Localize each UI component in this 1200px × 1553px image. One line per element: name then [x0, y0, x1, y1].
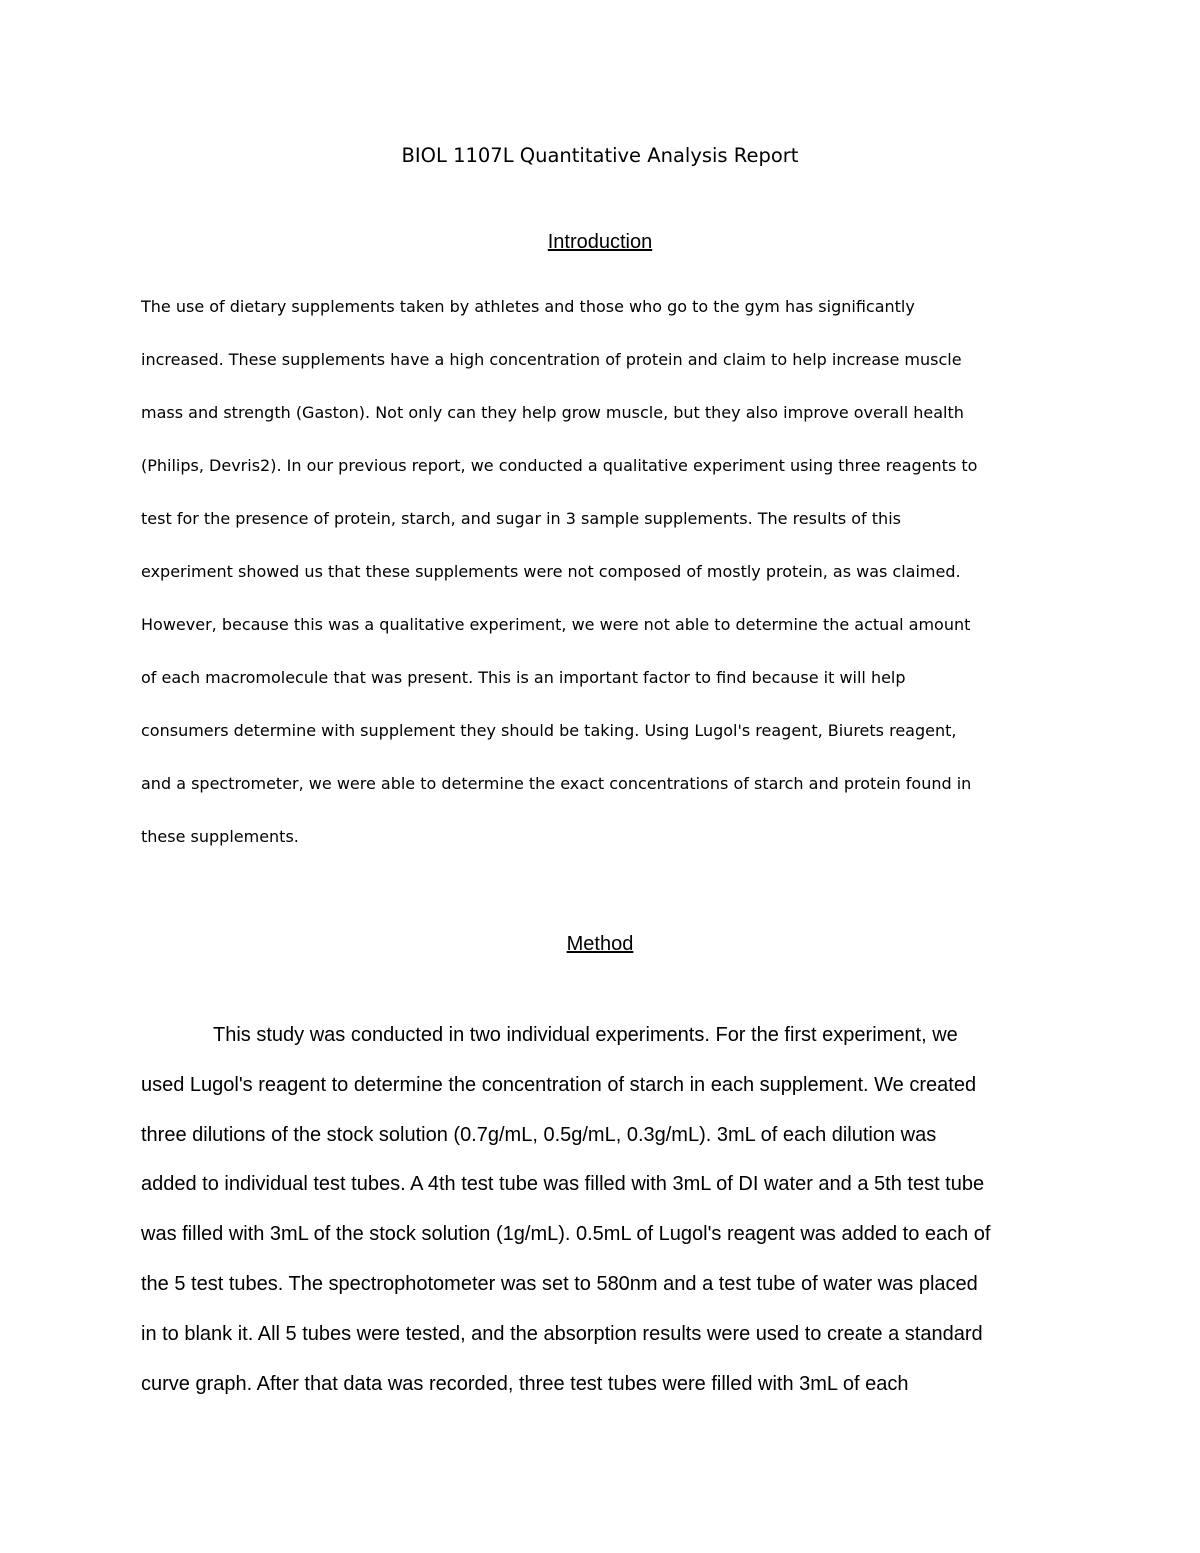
method-line: three dilutions of the stock solution (0.7g/mL, 0.5g/mL, 0.3g/mL). 3mL of each dilution was: [141, 1123, 937, 1146]
method-line: used Lugol's reagent to determine the concentration of starch in each supplement. We created: [141, 1073, 977, 1096]
introduction-line: of each macromolecule that was present. This is an important factor to find because it will help: [141, 668, 906, 687]
introduction-line: The use of dietary supplements taken by athletes and those who go to the gym has significantly: [141, 297, 915, 316]
method-line: added to individual test tubes. A 4th test tube was filled with 3mL of DI water and a 5th test tube: [141, 1173, 985, 1196]
introduction-line: experiment showed us that these supplements were not composed of mostly protein, as was claimed.: [141, 562, 961, 581]
method-line: This study was conducted in two individual experiments. For the first experiment, we: [213, 1024, 958, 1046]
introduction-line: increased. These supplements have a high concentration of protein and claim to help increase muscle: [141, 350, 962, 369]
method-line: the 5 test tubes. The spectrophotometer was set to 580nm and a test tube of water was placed: [141, 1272, 978, 1295]
method-body: [141, 1011, 1066, 1409]
introduction-line: test for the presence of protein, starch, and sugar in 3 sample supplements. The results of this: [141, 509, 901, 528]
introduction-heading: Introduction: [547, 231, 653, 253]
method-line: was filled with 3mL of the stock solution (1g/mL). 0.5mL of Lugol's reagent was added to each of: [141, 1223, 991, 1246]
introduction-line: (Philips, Devris2). In our previous report, we conducted a qualitative experiment using three reagents to: [141, 456, 978, 475]
introduction-line: However, because this was a qualitative experiment, we were not able to determine the actual amount: [141, 615, 971, 634]
introduction-line: mass and strength (Gaston). Not only can they help grow muscle, but they also improve overall health: [141, 403, 964, 422]
method-line: in to blank it. All 5 tubes were tested, and the absorption results were used to create a standard: [141, 1322, 983, 1345]
document-title: BIOL 1107L Quantitative Analysis Report: [401, 144, 799, 167]
method-heading: Method: [566, 933, 634, 955]
introduction-line: consumers determine with supplement they should be taking. Using Lugol's reagent, Biurets reagent,: [141, 721, 957, 740]
method-line: curve graph. After that data was recorded, three test tubes were filled with 3mL of each: [141, 1372, 909, 1395]
introduction-body: [141, 280, 1066, 863]
introduction-line: and a spectrometer, we were able to determine the exact concentrations of starch and protein found in: [141, 774, 972, 793]
introduction-line: these supplements.: [141, 827, 299, 846]
